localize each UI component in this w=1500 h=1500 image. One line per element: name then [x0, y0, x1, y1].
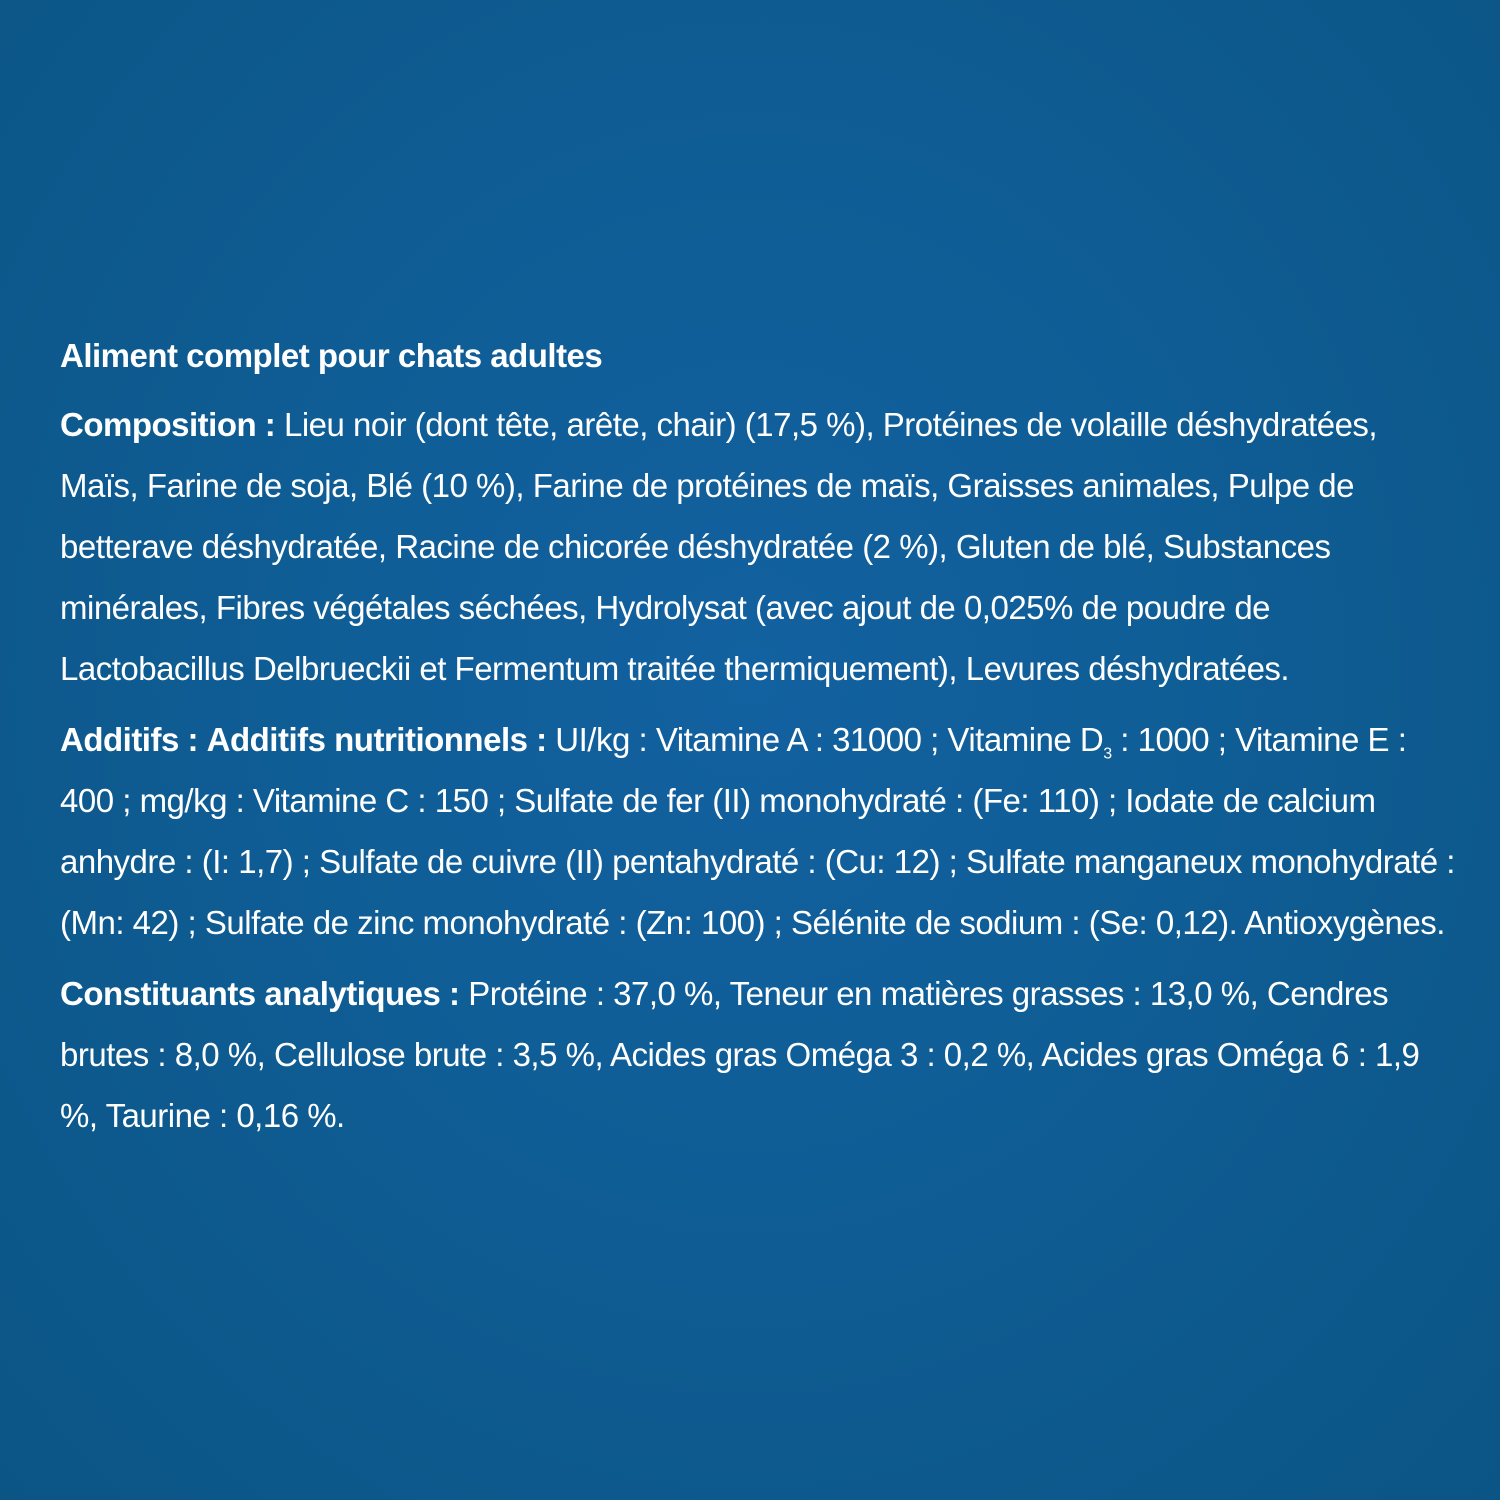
constituants-label: Constituants analytiques : [60, 975, 460, 1012]
composition-section [60, 394, 1460, 699]
composition-text: Lieu noir (dont tête, arête, chair) (17,5 %), Protéines de volaille déshydratées, Maïs, Farine de soja, Blé (10 %), Farine de protéines de maïs, Graisses animales, Pulpe de betterave déshydratée, Racine de chicorée déshydratée (2 %), Gluten de blé, Substances minérales, Fibres végétales séchées, Hydrolysat (avec ajout de 0,025% de poudre de Lactobacillus Delbrueckii et Fermentum traitée thermiquement), Levures déshydratées. [60, 406, 1378, 687]
additifs-text-after: : 1000 ; Vitamine E : 400 ; mg/kg : Vitamine C : 150 ; Sulfate de fer (II) monohydraté : (Fe: 110) ; Iodate de calcium anhydre : (I: 1,7) ; Sulfate de cuivre (II) pentahydraté : (Cu: 12) ; Sulfate manganeux monohydraté : (Mn: 42) ; Sulfate de zinc monohydraté : (Zn: 100) ; Sélénite de sodium : (Se: 0,12). Antioxygènes. [60, 721, 1455, 941]
additifs-nutritionnels-label: Additifs nutritionnels : [206, 721, 547, 758]
constituants-section [60, 963, 1460, 1146]
vitamin-d-subscript: 3 [1103, 745, 1112, 763]
additifs-section [60, 709, 1460, 953]
product-title: Aliment complet pour chats adultes [60, 337, 603, 374]
ingredients-panel [60, 330, 1460, 1156]
additifs-text-before: UI/kg : Vitamine A : 31000 ; Vitamine D [555, 721, 1104, 758]
constituants-text: Protéine : 37,0 %, Teneur en matières grasses : 13,0 %, Cendres brutes : 8,0 %, Cellulose brute : 3,5 %, Acides gras Oméga 3 : 0,2 %, Acides gras Oméga 6 : 1,9 %, Taurine : 0,16 %. [60, 975, 1420, 1134]
composition-label: Composition : [60, 406, 276, 443]
additifs-label: Additifs : [60, 721, 198, 758]
